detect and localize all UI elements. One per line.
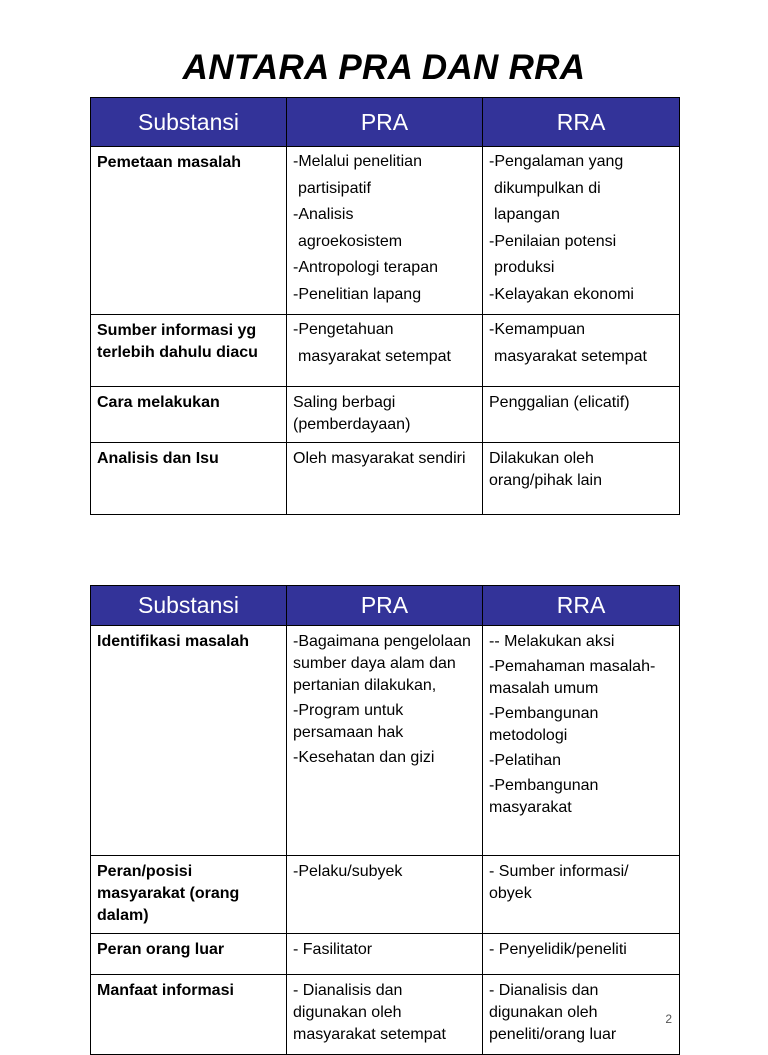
list-item: masyarakat setempat [494, 347, 647, 365]
header-substansi: Substansi [91, 98, 287, 147]
list-item: -Program untuk persamaan hak [293, 702, 404, 741]
table-row [91, 147, 680, 315]
table-row [91, 443, 680, 515]
pra-cell: - Dianalisis dan digunakan oleh masyarakat setempat [287, 975, 483, 1055]
pra-cell [287, 315, 483, 387]
list-item: lapangan [494, 206, 560, 223]
list-item: dikumpulkan di [494, 179, 601, 197]
list-item: -Pembangunan metodologi [489, 705, 599, 744]
list-item: -Melalui penelitian [293, 153, 422, 170]
row-label: Pemetaan masalah [91, 147, 287, 315]
page-title: ANTARA PRA DAN RRA [182, 48, 586, 87]
pra-cell: Oleh masyarakat sendiri [287, 443, 483, 515]
header-rra: RRA [483, 98, 680, 147]
pra-cell: - Fasilitator [287, 934, 483, 975]
comparison-table-2 [90, 585, 680, 1055]
list-item: -Pembangunan masyarakat [489, 777, 599, 816]
row-label: Cara melakukan [91, 387, 287, 443]
row-label: Identifikasi masalah [91, 626, 287, 856]
rra-cell: - Dianalisis dan digunakan oleh peneliti/orang luar [483, 975, 680, 1055]
rra-cell: - Sumber informasi/ obyek [483, 856, 680, 934]
rra-cell: - Penyelidik/peneliti [483, 934, 680, 975]
list-item: -Kelayakan ekonomi [489, 285, 634, 303]
list-item: -Pengetahuan [293, 321, 394, 338]
row-label: Peran/posisi masyarakat (orang dalam) [91, 856, 287, 934]
header-substansi: Substansi [91, 586, 287, 626]
rra-cell: Dilakukan oleh orang/pihak lain [483, 443, 680, 515]
list-item: partisipatif [298, 179, 371, 197]
table-header-row [91, 98, 680, 147]
row-label: Manfaat informasi [91, 975, 287, 1055]
table-row [91, 315, 680, 387]
row-label: Analisis dan Isu [91, 443, 287, 515]
header-pra: PRA [287, 586, 483, 626]
list-item: -Analisis [293, 206, 354, 223]
list-item: -Pengalaman yang [489, 153, 624, 170]
rra-cell: Penggalian (elicatif) [483, 387, 680, 443]
list-item: -Pelatihan [489, 752, 562, 769]
list-item: agroekosistem [298, 232, 403, 250]
table-row [91, 934, 680, 975]
rra-cell [483, 147, 680, 315]
list-item: -- Melakukan aksi [489, 633, 615, 650]
list-item: -Bagaimana pengelolaan sumber daya alam dan pertanian dilakukan, [293, 633, 471, 694]
list-item: -Antropologi terapan [293, 259, 438, 276]
table-header-row [91, 586, 680, 626]
list-item: -Penelitian lapang [293, 285, 422, 303]
table-row [91, 975, 680, 1055]
rra-cell [483, 626, 680, 856]
list-item: produksi [494, 259, 555, 276]
pra-cell: -Pelaku/subyek [287, 856, 483, 934]
table-row [91, 856, 680, 934]
header-pra: PRA [287, 98, 483, 147]
list-item: -Kemampuan [489, 321, 586, 338]
list-item: -Penilaian potensi [489, 232, 617, 250]
list-item: masyarakat setempat [298, 347, 451, 365]
row-label: Sumber informasi yg terlebih dahulu diacu [91, 315, 287, 387]
pra-cell [287, 147, 483, 315]
page-number: 2 [665, 1012, 672, 1026]
table-row [91, 626, 680, 856]
header-rra: RRA [483, 586, 680, 626]
row-label: Peran orang luar [91, 934, 287, 975]
list-item: -Pemahaman masalah-masalah umum [489, 658, 656, 697]
table-row [91, 387, 680, 443]
pra-cell: Saling berbagi (pemberdayaan) [287, 387, 483, 443]
rra-cell [483, 315, 680, 387]
pra-cell [287, 626, 483, 856]
comparison-table-1 [90, 97, 680, 515]
list-item: -Kesehatan dan gizi [293, 749, 435, 766]
